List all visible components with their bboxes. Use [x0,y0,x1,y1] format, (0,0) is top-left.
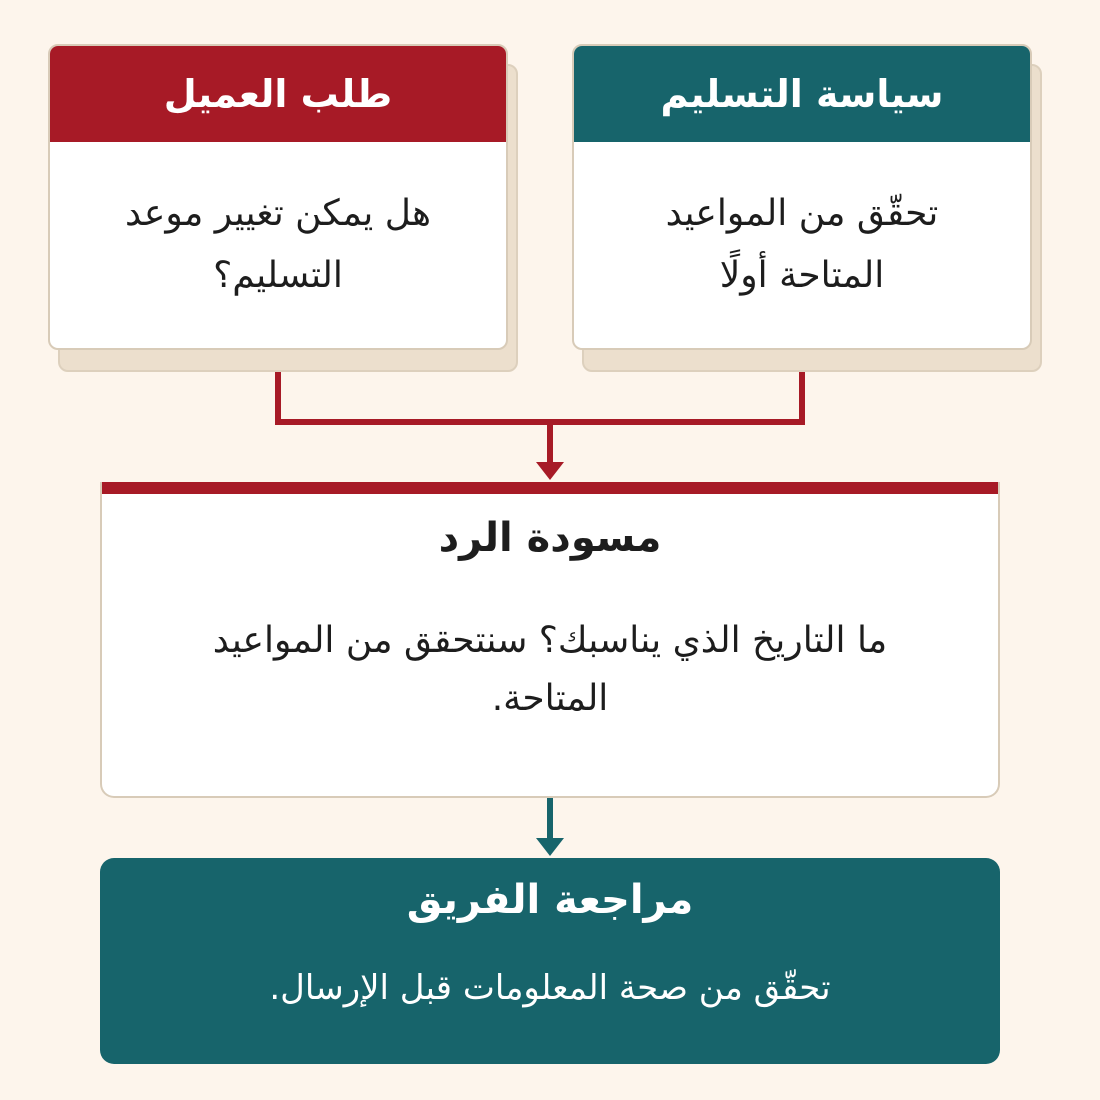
review-arrowhead [536,838,564,856]
merge-arrowhead [536,462,564,480]
review-text: تحقّق من صحة المعلومات قبل الإرسال. [269,968,831,1008]
review-title: مراجعة الفريق [406,877,694,923]
policy-card-text: تحقّق من المواعيد المتاحة أولًا [665,193,939,296]
draft-card-topbar [102,482,998,494]
request-card-title: طلب العميل [163,72,393,116]
draft-text: ما التاريخ الذي يناسبك؟ سنتحقق من المواعيد المتاحة. [212,620,888,719]
merge-connector [278,372,802,422]
policy-card-title: سياسة التسليم [660,72,944,116]
request-card-text: هل يمكن تغيير موعد التسليم؟ [125,193,431,296]
draft-title: مسودة الرد [438,515,662,561]
